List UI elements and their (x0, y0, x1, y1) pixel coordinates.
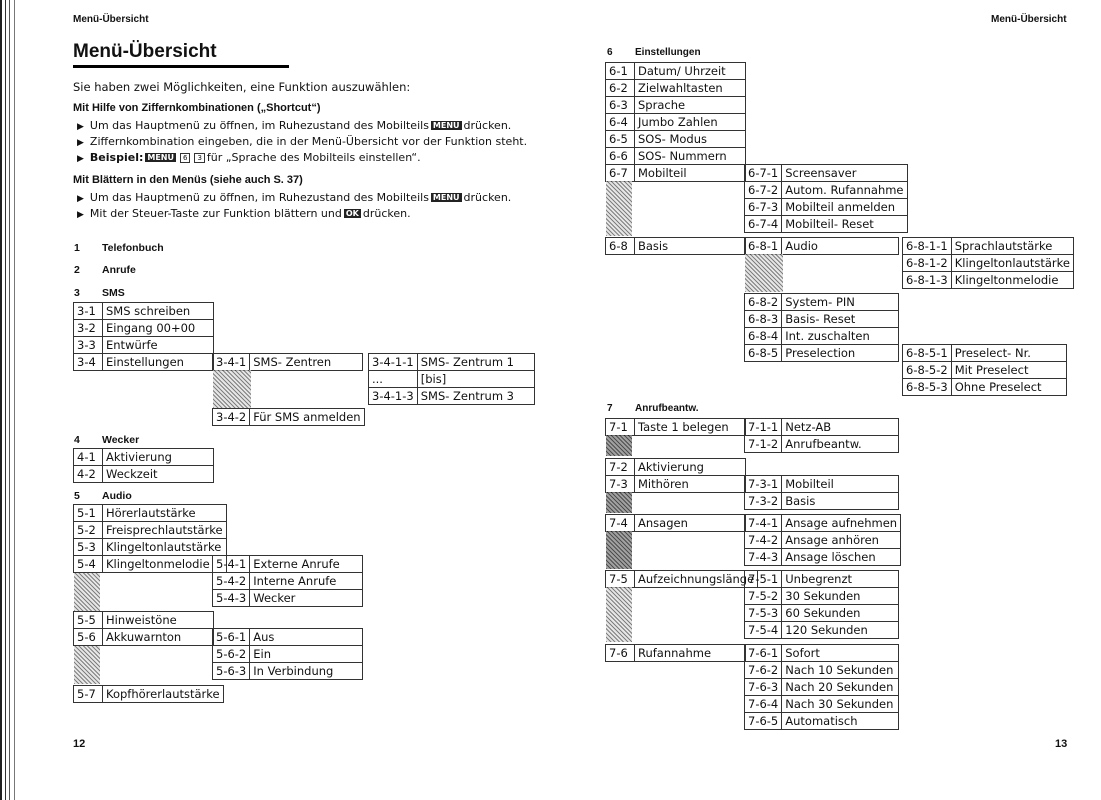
table-row: 6-8-1-1 Sprachlautstärke (903, 238, 1074, 255)
table-row: 6-7-4 Mobilteil- Reset (745, 216, 908, 233)
intro-text: Sie haben zwei Möglichkeiten, eine Funktion auszuwählen: (73, 80, 411, 94)
hatched-filler (606, 492, 632, 513)
table-row: 6-3 Sprache (606, 97, 746, 114)
key-3-icon: 3 (194, 153, 204, 163)
table-row: 7-5-3 60 Sekunden (745, 605, 899, 622)
table-row: 5-4-3 Wecker (213, 590, 363, 607)
table-row: 3-3 Entwürfe (74, 337, 214, 354)
table-row: 7-2 Aktivierung (606, 459, 746, 476)
table-row: 3-2 Eingang 00+00 (74, 320, 214, 337)
table-row: 3-4-1-1 SMS- Zentrum 1 (369, 354, 535, 371)
preselection-table (902, 344, 1067, 396)
table-row: 6-8-4 Int. zuschalten (745, 328, 899, 345)
table-row: 7-6-2 Nach 10 Sekunden (745, 662, 899, 679)
table-row: 7-5-1 Unbegrenzt (745, 571, 899, 588)
section-1-heading: 1 Telefonbuch (74, 242, 164, 254)
sms-centre-table (368, 353, 535, 405)
table-row: 3-4-1-3 SMS- Zentrum 3 (369, 388, 535, 405)
table-row: 6-1 Datum/ Uhrzeit (606, 63, 746, 80)
section-7-heading: 7 Anrufbeantw. (607, 403, 699, 414)
ab-announce-subtable (744, 514, 901, 566)
table-row: 4-1 Aktivierung (74, 449, 214, 466)
ok-key-icon: OK (345, 209, 359, 218)
table-row: 6-4 Jumbo Zahlen (606, 114, 746, 131)
table-row: 6-7-2 Autom. Rufannahme (745, 182, 908, 199)
section-6-heading: 6 Einstellungen (607, 47, 701, 58)
hatched-filler (74, 573, 100, 611)
table-row: ... [bis] (369, 371, 535, 388)
table-row: 6-8 Basis (606, 238, 746, 255)
hatched-filler (606, 587, 632, 642)
table-row: 5-6-3 In Verbindung (213, 663, 363, 680)
title-rule (73, 65, 289, 68)
ringtone-table (212, 555, 363, 607)
book-binding (0, 0, 22, 800)
table-row: 5-6 Akkuwarnton (74, 629, 214, 646)
table-row: 5-6-2 Ein (213, 646, 363, 663)
hatched-filler (213, 370, 251, 408)
table-row: 3-4-1 SMS- Zentren (213, 354, 363, 371)
table-row: 7-6-3 Nach 20 Sekunden (745, 679, 899, 696)
audio-table-2 (73, 611, 214, 646)
hatched-filler (606, 181, 632, 236)
ab-answer-subtable (744, 644, 899, 730)
table-row: 6-5 SOS- Modus (606, 131, 746, 148)
menu-key-icon: MENU (147, 153, 174, 162)
key-6-icon: 6 (180, 153, 190, 163)
table-row: 6-8-1 Audio (745, 238, 899, 255)
ab-key-subtable (744, 418, 899, 453)
ab-answer-table (605, 644, 746, 662)
ab-announce-table (605, 514, 746, 532)
table-row: 6-7-3 Mobilteil anmelden (745, 199, 908, 216)
table-row: 6-7-1 Screensaver (745, 165, 908, 182)
table-row: 5-4 Klingeltonmelodie (74, 556, 227, 573)
table-row: 7-6-4 Nach 30 Sekunden (745, 696, 899, 713)
section-3-heading: 3 SMS (74, 287, 125, 299)
browse-bullet-1: ▶ Um das Hauptmenü zu öffnen, im Ruhezustand des Mobilteils MENU drücken. (77, 191, 512, 204)
sms-menu-table (73, 302, 214, 371)
table-row: 6-8-5-3 Ohne Preselect (903, 379, 1067, 396)
ab-length-table (605, 570, 758, 588)
shortcut-heading: Mit Hilfe von Ziffernkombinationen („Shortcut“) (73, 102, 321, 114)
table-row: 7-5-2 30 Sekunden (745, 588, 899, 605)
table-row: 5-2 Freisprechlautstärke (74, 522, 227, 539)
table-row: 7-6-1 Sofort (745, 645, 899, 662)
menu-key-icon: MENU (432, 121, 460, 130)
sms-submenu-table (212, 353, 363, 371)
left-running-header: Menü-Übersicht (73, 14, 149, 25)
table-row: 7-6-5 Automatisch (745, 713, 899, 730)
base-audio-table (744, 237, 899, 255)
table-row: 5-3 Klingeltonlautstärke (74, 539, 227, 556)
audio-table (73, 504, 227, 573)
table-row: 6-8-5-2 Mit Preselect (903, 362, 1067, 379)
left-page-number: 12 (73, 738, 86, 750)
handset-table (744, 164, 908, 233)
shortcut-bullet-1: ▶ Um das Hauptmenü zu öffnen, im Ruhezustand des Mobilteils MENU drücken. (77, 119, 512, 132)
hatched-filler (606, 435, 632, 456)
table-row: 5-5 Hinweistöne (74, 612, 214, 629)
table-row: 7-5 Aufzeichnungslänge (606, 571, 758, 588)
table-row: 7-1-2 Anrufbeantw. (745, 436, 899, 453)
table-row: 6-8-2 System- PIN (745, 294, 899, 311)
section-2-heading: 2 Anrufe (74, 264, 136, 276)
shortcut-bullet-2: ▶ Ziffernkombination eingeben, die in der Menü-Übersicht vor der Funktion steht. (77, 135, 528, 148)
table-row: 5-4-2 Interne Anrufe (213, 573, 363, 590)
ab-activation-table (605, 458, 746, 493)
hatched-filler (606, 531, 632, 569)
base-settings-table (744, 293, 899, 362)
table-row: 7-3-2 Basis (745, 493, 899, 510)
table-row: 7-1-1 Netz-AB (745, 419, 899, 436)
table-row: 6-6 SOS- Nummern (606, 148, 746, 165)
right-page-number: 13 (1055, 738, 1068, 750)
table-row: 5-1 Hörerlautstärke (74, 505, 227, 522)
page-title: Menü-Übersicht (73, 41, 217, 62)
ab-length-subtable (744, 570, 899, 639)
table-row: 7-5-4 120 Sekunden (745, 622, 899, 639)
table-row: 3-1 SMS schreiben (74, 303, 214, 320)
section-5-heading: 5 Audio (74, 490, 132, 502)
table-row: 7-4 Ansagen (606, 515, 746, 532)
menu-key-icon: MENU (432, 193, 460, 202)
table-row: 4-2 Weckzeit (74, 466, 214, 483)
ab-key-table (605, 418, 746, 436)
table-row: 3-4-2 Für SMS anmelden (213, 409, 365, 426)
table-row: 7-6 Rufannahme (606, 645, 746, 662)
table-row: 6-8-1-2 Klingeltonlautstärke (903, 255, 1074, 272)
table-row: 6-7 Mobilteil (606, 165, 746, 182)
table-row: 7-4-2 Ansage anhören (745, 532, 901, 549)
table-row: 5-4-1 Externe Anrufe (213, 556, 363, 573)
table-row: 7-4-1 Ansage aufnehmen (745, 515, 901, 532)
wecker-table (73, 448, 214, 483)
table-row: 7-1 Taste 1 belegen (606, 419, 746, 436)
right-running-header: Menü-Übersicht (991, 14, 1067, 25)
settings-table (605, 62, 746, 182)
table-row: 7-3-1 Mobilteil (745, 476, 899, 493)
sms-register-table (212, 408, 365, 426)
table-row: 6-8-5-1 Preselect- Nr. (903, 345, 1067, 362)
base-table (605, 237, 746, 255)
battery-warning-table (212, 628, 363, 680)
headphone-table (73, 685, 224, 703)
table-row: 6-8-5 Preselection (745, 345, 899, 362)
table-row: 6-8-3 Basis- Reset (745, 311, 899, 328)
shortcut-bullet-3: ▶ Beispiel: MENU 6 3 für „Sprache des Mobilteils einstellen“. (77, 151, 421, 164)
browse-bullet-2: ▶ Mit der Steuer-Taste zur Funktion blättern und OK drücken. (77, 207, 411, 220)
base-audio-subtable (902, 237, 1074, 289)
table-row: 3-4 Einstellungen (74, 354, 214, 371)
table-row: 5-7 Kopfhörerlautstärke (74, 686, 224, 703)
hatched-filler (745, 254, 783, 292)
table-row: 7-4-3 Ansage löschen (745, 549, 901, 566)
hatched-filler (74, 646, 100, 684)
table-row: 7-3 Mithören (606, 476, 746, 493)
section-4-heading: 4 Wecker (74, 434, 140, 446)
table-row: 6-2 Zielwahltasten (606, 80, 746, 97)
table-row: 6-8-1-3 Klingeltonmelodie (903, 272, 1074, 289)
browse-heading: Mit Blättern in den Menüs (siehe auch S. 37) (73, 174, 303, 186)
table-row: 5-6-1 Aus (213, 629, 363, 646)
ab-listen-subtable (744, 475, 899, 510)
